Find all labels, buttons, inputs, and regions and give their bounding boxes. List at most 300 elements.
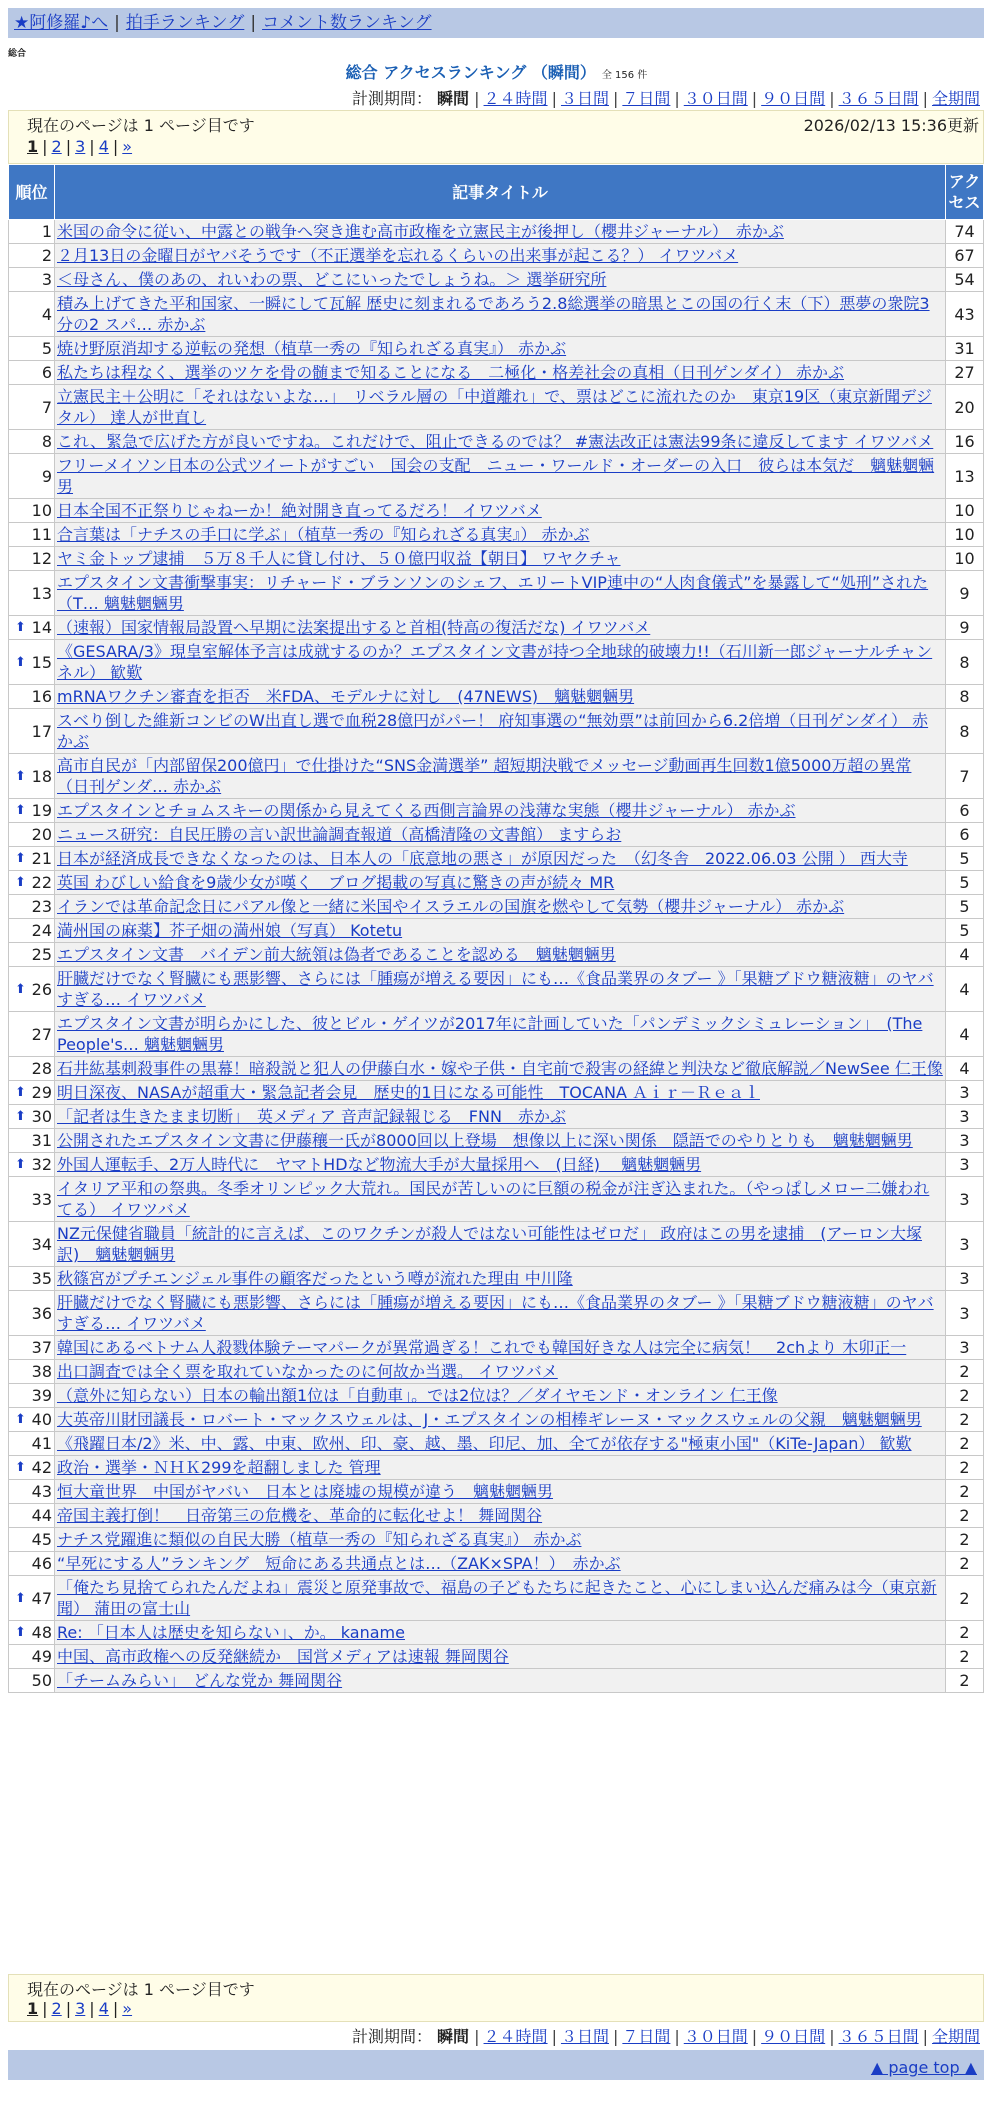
rank-cell <box>9 1222 55 1267</box>
title-cell <box>55 871 946 895</box>
rank-cell <box>9 1336 55 1360</box>
title-cell <box>55 1105 946 1129</box>
rank-cell <box>9 1456 55 1480</box>
article-link[interactable]: 焼け野原消却する逆転の発想（植草一秀の『知られざる真実』） 赤かぶ <box>57 339 567 358</box>
rank-number: 21 <box>31 849 52 868</box>
access-count: 4 <box>946 967 984 1012</box>
access-count: 2 <box>946 1384 984 1408</box>
period-90d-link[interactable]: ９０日間 <box>761 2027 826 2046</box>
table-row <box>9 337 984 361</box>
period-30d-link[interactable]: ３０日間 <box>683 2027 748 2046</box>
table-row <box>9 1105 984 1129</box>
title-cell <box>55 547 946 571</box>
access-count: 10 <box>946 523 984 547</box>
table-row <box>9 1336 984 1360</box>
access-count: 2 <box>946 1480 984 1504</box>
rank-cell <box>9 1669 55 1693</box>
article-link[interactable]: （速報）国家情報局設置へ早期に法案提出すると首相(特高の復活だな) イワツバメ <box>57 618 651 637</box>
access-count: 6 <box>946 799 984 823</box>
title-cell <box>55 1480 946 1504</box>
article-link[interactable]: 政治・選挙・ＮＨＫ299を超翻しました 管理 <box>57 1458 381 1477</box>
rank-number: 45 <box>31 1530 52 1549</box>
title-cell <box>55 1432 946 1456</box>
period-3d-link[interactable]: ３日間 <box>560 89 609 108</box>
period-all-link[interactable]: 全期間 <box>931 2027 980 2046</box>
table-row <box>9 1360 984 1384</box>
article-link[interactable]: ＜母さん、僕のあの、れいわの票、どこにいったでしょうね。＞ 選挙研究所 <box>57 270 607 289</box>
rank-cell <box>9 754 55 799</box>
rank-number: 33 <box>31 1189 52 1209</box>
article-link[interactable]: ナチス党躍進に類似の自民大勝（植草一秀の『知られざる真実』） 赤かぶ <box>57 1530 582 1549</box>
applause-ranking-link[interactable]: 拍手ランキング <box>125 13 245 33</box>
access-count: 3 <box>946 1105 984 1129</box>
rank-cell <box>9 547 55 571</box>
rank-number: 27 <box>31 1024 52 1044</box>
access-count: 4 <box>946 943 984 967</box>
rank-cell <box>9 571 55 616</box>
article-link[interactable]: 出口調査では全く票を取れていなかったのに何故か当選。 イワツバメ <box>57 1362 558 1381</box>
title-cell <box>55 823 946 847</box>
article-link[interactable]: 英国 わびしい給食を9歳少女が嘆く ブログ掲載の写真に驚きの声が続々 MR <box>57 873 615 892</box>
article-link[interactable]: 中国、高市政権への反発継続か 国営メディアは速報 舞岡関谷 <box>57 1647 509 1666</box>
table-row <box>9 268 984 292</box>
period-selector-bottom: 計測期間： 瞬間 | ２４時間 | ３日間 | ７日間 | ３０日間 | ９０日間 | ３６５日間 | 全期間 <box>351 2027 980 2046</box>
rank-cell <box>9 244 55 268</box>
rank-number: 19 <box>31 801 52 820</box>
rank-number: 13 <box>31 583 52 603</box>
title-cell <box>55 499 946 523</box>
rank-cell <box>9 799 55 823</box>
table-row <box>9 1552 984 1576</box>
access-count: 4 <box>946 1057 984 1081</box>
rank-cell <box>9 871 55 895</box>
table-row <box>9 1576 984 1621</box>
access-count: 2 <box>946 1552 984 1576</box>
article-link[interactable]: エプスタイン文書衝撃事実：リチャード・ブランソンのシェフ、エリートVIP連中の“人肉食儀式”を暴露して“処刑”された（T… 魑魅魍魎男 <box>57 573 929 613</box>
rank-number: 5 <box>41 339 52 358</box>
period-24h-link[interactable]: ２４時間 <box>483 89 548 108</box>
page-link-3[interactable]: 3 <box>75 137 86 156</box>
rank-number: 6 <box>41 363 52 382</box>
rank-cell <box>9 616 55 640</box>
rank-cell <box>9 943 55 967</box>
article-link[interactable]: 肝臓だけでなく腎臓にも悪影響、さらには「腫瘍が増える要因」にも…《食品業界のタブー 》「果糖ブドウ糖液糖」のヤバすぎる… イワツバメ <box>57 969 934 1009</box>
access-count: 54 <box>946 268 984 292</box>
footer-bar <box>8 2050 984 2080</box>
title-cell <box>55 1057 946 1081</box>
title-cell <box>55 1528 946 1552</box>
rank-number: 32 <box>31 1155 52 1174</box>
table-row <box>9 499 984 523</box>
title-cell <box>55 1621 946 1645</box>
title-cell <box>55 1408 946 1432</box>
table-row <box>9 385 984 430</box>
rank-cell <box>9 640 55 685</box>
total-count: 全 156 件 <box>601 70 648 81</box>
period-label: 計測期間： <box>351 2027 432 2046</box>
access-count: 43 <box>946 292 984 337</box>
article-link[interactable]: Re: 「日本人は歴史を知らない」、か。 kaname <box>57 1623 405 1642</box>
table-row <box>9 1177 984 1222</box>
article-link[interactable]: 立憲民主＋公明に「それはないよな…」 リベラル層の「中道離れ」で、票はどこに流れたのか 東京19区（東京新聞デジタル） 達人が世直し <box>57 387 932 427</box>
current-page-number: 1 <box>27 137 39 156</box>
rank-number: 16 <box>31 687 52 706</box>
table-row <box>9 1384 984 1408</box>
table-row <box>9 871 984 895</box>
access-count: 2 <box>946 1504 984 1528</box>
rank-cell <box>9 919 55 943</box>
rank-up-arrow-icon: ⬆ <box>15 1109 26 1124</box>
title-cell <box>55 385 946 430</box>
rank-cell <box>9 523 55 547</box>
rank-number: 42 <box>31 1458 52 1477</box>
rank-cell <box>9 709 55 754</box>
rank-number: 43 <box>31 1482 52 1501</box>
title-cell <box>55 571 946 616</box>
access-count: 3 <box>946 1336 984 1360</box>
access-count: 2 <box>946 1360 984 1384</box>
rank-number: 20 <box>31 825 52 844</box>
access-count: 8 <box>946 709 984 754</box>
title-cell <box>55 1129 946 1153</box>
ranking-body <box>9 220 984 1693</box>
table-row <box>9 547 984 571</box>
title-cell <box>55 709 946 754</box>
title-cell <box>55 685 946 709</box>
title-cell <box>55 1576 946 1621</box>
article-link[interactable]: これ、緊急で広げた方が良いですね。これだけで、阻止できるのでは？ #憲法改正は憲法99条に違反してます イワツバメ <box>57 432 934 451</box>
rank-cell <box>9 967 55 1012</box>
article-link[interactable]: 石井紘基刺殺事件の黒幕！暗殺説と犯人の伊藤白水・嫁や子供・自宅前で殺害の経緯と判決など徹底解説／NewSee 仁王像 <box>57 1059 943 1078</box>
access-count: 2 <box>946 1456 984 1480</box>
next-page-link[interactable]: » <box>122 1999 133 2018</box>
ranking-title: 総合 アクセスランキング （瞬間） <box>345 63 596 82</box>
article-link[interactable]: 高市自民が「内部留保200億円」で仕掛けた“SNS金満選挙” 超短期決戦でメッセージ動画再生回数1億5000万超の異常（日刊ゲンダ… 赤かぶ <box>57 756 912 796</box>
access-count: 5 <box>946 895 984 919</box>
table-row <box>9 967 984 1012</box>
rank-number: 37 <box>31 1338 52 1357</box>
rank-number: 9 <box>41 466 52 486</box>
rank-up-arrow-icon: ⬆ <box>15 981 26 997</box>
page-link-4[interactable]: 4 <box>98 1999 109 2018</box>
access-count: 3 <box>946 1177 984 1222</box>
table-row <box>9 709 984 754</box>
rank-number: 11 <box>31 525 52 544</box>
rank-number: 30 <box>31 1107 52 1126</box>
table-row <box>9 1528 984 1552</box>
rank-number: 3 <box>41 270 52 289</box>
period-7d-link[interactable]: ７日間 <box>622 2027 671 2046</box>
article-link[interactable]: 日本が経済成長できなくなったのは、日本人の「底意地の悪さ」が原因だった （幻冬舎 2022.06.03 公開 ） 西大寺 <box>57 849 908 868</box>
article-link[interactable]: 肝臓だけでなく腎臓にも悪影響、さらには「腫瘍が増える要因」にも…《食品業界のタブー 》「果糖ブドウ糖液糖」のヤバすぎる… イワツバメ <box>57 1293 934 1333</box>
access-count: 2 <box>946 1669 984 1693</box>
table-row <box>9 430 984 454</box>
page-title <box>0 60 993 83</box>
rank-cell <box>9 361 55 385</box>
rank-cell <box>9 1384 55 1408</box>
article-link[interactable]: ２月13日の金曜日がヤバそうです（不正選挙を忘れるくらいの出来事が起こる？） イワツバメ <box>57 246 739 265</box>
rank-up-arrow-icon: ⬆ <box>15 620 26 635</box>
title-cell <box>55 919 946 943</box>
article-link[interactable]: 合言葉は「ナチスの手口に学ぶ」（植草一秀の『知られざる真実』） 赤かぶ <box>57 525 590 544</box>
access-count: 2 <box>946 1408 984 1432</box>
period-365d-link[interactable]: ３６５日間 <box>838 2027 919 2046</box>
rank-number: 25 <box>31 945 52 964</box>
rank-cell <box>9 430 55 454</box>
rank-cell <box>9 1012 55 1057</box>
table-row <box>9 244 984 268</box>
title-cell <box>55 1153 946 1177</box>
article-link[interactable]: 満州国の麻薬】芥子畑の満州娘（写真） Kotetu <box>57 921 403 940</box>
table-row <box>9 220 984 244</box>
rank-number: 36 <box>31 1303 52 1323</box>
rank-up-arrow-icon: ⬆ <box>15 875 26 890</box>
table-row <box>9 616 984 640</box>
table-row <box>9 454 984 499</box>
article-link[interactable]: エプスタイン文書 バイデン前大統領は偽者であることを認める 魑魅魍魎男 <box>57 945 616 964</box>
title-cell <box>55 361 946 385</box>
access-count: 8 <box>946 685 984 709</box>
period-all-link[interactable]: 全期間 <box>931 89 980 108</box>
rank-up-arrow-icon: ⬆ <box>15 1590 26 1606</box>
rank-number: 8 <box>41 432 52 451</box>
title-cell <box>55 1081 946 1105</box>
rank-cell <box>9 1621 55 1645</box>
title-cell <box>55 430 946 454</box>
table-row <box>9 1408 984 1432</box>
period-selector: 計測期間： 瞬間 | ２４時間 | ３日間 | ７日間 | ３０日間 | ９０日間 | ３６５日間 | 全期間 <box>351 89 980 108</box>
header-access: アクセス <box>946 165 984 220</box>
article-link[interactable]: mRNAワクチン審査を拒否 米FDA、モデルナに対し (47NEWS) 魑魅魍魎男 <box>57 687 635 706</box>
table-row <box>9 361 984 385</box>
rank-cell <box>9 220 55 244</box>
current-page-number: 1 <box>27 1999 39 2018</box>
rank-up-arrow-icon: ⬆ <box>15 803 26 818</box>
rank-cell <box>9 1177 55 1222</box>
article-link[interactable]: （意外に知らない）日本の輸出額1位は「自動車」。では2位は？／ダイヤモンド・オンライン 仁王像 <box>57 1386 778 1405</box>
title-cell <box>55 244 946 268</box>
title-cell <box>55 454 946 499</box>
table-row <box>9 823 984 847</box>
rank-up-arrow-icon: ⬆ <box>15 1157 26 1172</box>
article-link[interactable]: 「俺たち見捨てられたんだよね」震災と原発事故で、福島の子どもたちに起きたこと、心にしまい込んだ痛みは今（東京新聞） 蒲田の富士山 <box>57 1578 937 1618</box>
access-count: 3 <box>946 1222 984 1267</box>
rank-up-arrow-icon: ⬆ <box>15 851 26 866</box>
rank-number: 18 <box>31 766 52 786</box>
article-link[interactable]: 公開されたエプスタイン文書に伊藤穰一氏が8000回以上登場 想像以上に深い関係 隠語でのやりとりも 魑魅魍魎男 <box>57 1131 913 1150</box>
access-count: 5 <box>946 847 984 871</box>
table-row <box>9 1012 984 1057</box>
table-row <box>9 943 984 967</box>
table-row <box>9 292 984 337</box>
title-cell <box>55 337 946 361</box>
rank-number: 14 <box>31 618 52 637</box>
title-cell <box>55 895 946 919</box>
period-current: 瞬間 <box>437 89 470 108</box>
title-cell <box>55 292 946 337</box>
rank-number: 48 <box>31 1623 52 1642</box>
rank-cell <box>9 895 55 919</box>
rank-cell <box>9 1360 55 1384</box>
rank-cell <box>9 1153 55 1177</box>
article-link[interactable]: NZ元保健省職員「統計的に言えば、このワクチンが殺人ではない可能性はゼロだ」 政府はこの男を逮捕 (アーロン大塚訳) 魑魅魍魎男 <box>57 1224 922 1264</box>
rank-number: 26 <box>31 979 52 999</box>
table-row <box>9 1153 984 1177</box>
title-cell <box>55 1291 946 1336</box>
article-link[interactable]: 大英帝川財団議長・ロバート・マックスウェルは、J・エプスタインの相棒ギレーヌ・マックスウェルの父親 魑魅魍魎男 <box>57 1410 922 1429</box>
rank-up-arrow-icon: ⬆ <box>15 1460 26 1475</box>
top-nav-bar <box>8 8 984 38</box>
period-365d-link[interactable]: ３６５日間 <box>838 89 919 108</box>
access-count: 2 <box>946 1645 984 1669</box>
rank-number: 31 <box>31 1131 52 1150</box>
comment-ranking-link[interactable]: コメント数ランキング <box>262 13 432 33</box>
page-link-2[interactable]: 2 <box>51 137 62 156</box>
rank-number: 24 <box>31 921 52 940</box>
table-row <box>9 1432 984 1456</box>
rank-number: 23 <box>31 897 52 916</box>
access-count: 67 <box>946 244 984 268</box>
rank-number: 41 <box>31 1434 52 1453</box>
title-cell <box>55 1360 946 1384</box>
header-rank: 順位 <box>9 165 55 220</box>
header-title: 記事タイトル <box>55 165 946 220</box>
access-count: 4 <box>946 1012 984 1057</box>
period-30d-link[interactable]: ３０日間 <box>683 89 748 108</box>
rank-cell <box>9 1291 55 1336</box>
rank-number: 50 <box>31 1671 52 1690</box>
access-count: 8 <box>946 640 984 685</box>
rank-number: 47 <box>31 1588 52 1608</box>
article-link[interactable]: 明日深夜、NASAが超重大・緊急記者会見 歴史的1日になる可能性 TOCANA Ａｉｒ－Ｒｅａｌ <box>57 1083 760 1102</box>
article-link[interactable]: 私たちは程なく、選挙のツケを骨の髄まで知ることになる 二極化・格差社会の真相（日刊ゲンダイ） 赤かぶ <box>57 363 845 382</box>
table-row <box>9 1456 984 1480</box>
table-row <box>9 640 984 685</box>
period-24h-link[interactable]: ２４時間 <box>483 2027 548 2046</box>
article-link[interactable]: フリーメイソン日本の公式ツイートがすごい 国会の支配 ニュー・ワールド・オーダーの入口 彼らは本気だ 魑魅魍魎男 <box>57 456 935 496</box>
title-cell <box>55 1384 946 1408</box>
pagination: 1 | 2 | 3 | 4 | » <box>27 137 133 156</box>
access-count: 27 <box>946 361 984 385</box>
rank-number: 22 <box>31 873 52 892</box>
title-cell <box>55 967 946 1012</box>
page-link-2[interactable]: 2 <box>51 1999 62 2018</box>
article-link[interactable]: スベり倒した維新コンビのW出直し選で血税28億円がパー！ 府知事選の“無効票”は前回から6.2倍増（日刊ゲンダイ） 赤かぶ <box>57 711 929 751</box>
article-link[interactable]: 「チームみらい」 どんな党か 舞岡関谷 <box>57 1671 343 1690</box>
title-cell <box>55 943 946 967</box>
article-link[interactable]: 恒大童世界 中国がヤバい 日本とは廃墟の規模が違う 魑魅魍魎男 <box>57 1482 554 1501</box>
access-count: 5 <box>946 871 984 895</box>
table-row <box>9 1621 984 1645</box>
table-row <box>9 1480 984 1504</box>
page-link-3[interactable]: 3 <box>75 1999 86 2018</box>
rank-number: 17 <box>31 721 52 741</box>
rank-cell <box>9 847 55 871</box>
access-count: 6 <box>946 823 984 847</box>
rank-cell <box>9 1081 55 1105</box>
article-link[interactable]: 《GESARA/3》現皇室解体予言は成就するのか？エプスタイン文書が持つ全地球的破壊力!!（石川新一郎ジャーナルチャンネル） 歓歎 <box>57 642 933 682</box>
table-row <box>9 1081 984 1105</box>
article-link[interactable]: 「記者は生きたまま切断」 英メディア 音声記録報じる FNN 赤かぶ <box>57 1107 566 1126</box>
access-count: 10 <box>946 547 984 571</box>
title-cell <box>55 1012 946 1057</box>
article-link[interactable]: 積み上げてきた平和国家、一瞬にして瓦解 歴史に刻まれるであろう2.8総選挙の暗黒とこの国の行く末（下）悪夢の衆院3分の2 スパ… 赤かぶ <box>57 294 930 334</box>
updated-timestamp: 2026/02/13 15:36更新 <box>803 116 979 135</box>
rank-cell <box>9 1057 55 1081</box>
rank-cell <box>9 1129 55 1153</box>
table-row <box>9 1645 984 1669</box>
rank-cell <box>9 1552 55 1576</box>
rank-number: 46 <box>31 1554 52 1573</box>
rank-up-arrow-icon: ⬆ <box>15 768 26 784</box>
period-90d-link[interactable]: ９０日間 <box>761 89 826 108</box>
title-cell <box>55 1645 946 1669</box>
article-link[interactable]: イランでは革命記念日にパアル像と一緒に米国やイスラエルの国旗を燃やして気勢（櫻井ジャーナル） 赤かぶ <box>57 897 845 916</box>
access-count: 31 <box>946 337 984 361</box>
rank-cell <box>9 1576 55 1621</box>
article-link[interactable]: “早死にする人”ランキング 短命にある共通点とは…（ZAK×SPA！） 赤かぶ <box>57 1554 621 1573</box>
article-link[interactable]: 《飛躍日本/2》米、中、露、中東、欧州、印、豪、越、墨、印尼、加、全てが依存する"極東小国"（KiTe-Japan） 歓歎 <box>57 1434 912 1453</box>
article-link[interactable]: 外国人運転手、2万人時代に ヤマトHDなど物流大手が大量採用へ (日経) 魑魅魍魎男 <box>57 1155 702 1174</box>
rank-number: 10 <box>31 501 52 520</box>
page-link-4[interactable]: 4 <box>98 137 109 156</box>
period-7d-link[interactable]: ７日間 <box>622 89 671 108</box>
rank-cell <box>9 1480 55 1504</box>
rank-cell <box>9 337 55 361</box>
rank-cell <box>9 1408 55 1432</box>
home-link[interactable]: ★阿修羅♪へ <box>14 13 109 33</box>
pagination: 1 | 2 | 3 | 4 | » <box>27 1999 133 2018</box>
rank-number: 12 <box>31 549 52 568</box>
rank-up-arrow-icon: ⬆ <box>15 1412 26 1427</box>
article-link[interactable]: 日本全国不正祭りじゃねーか！絶対開き直ってるだろ！ イワツバメ <box>57 501 542 520</box>
table-row <box>9 685 984 709</box>
current-page-text: 現在のページは 1 ページ目です <box>27 1980 255 1999</box>
article-link[interactable]: 韓国にあるベトナム人殺戮体験テーマパークが異常過ぎる！これでも韓国好きな人は完全に病気！ 2chより 木卯正一 <box>57 1338 907 1357</box>
article-link[interactable]: ニュース研究：自民圧勝の言い訳世論調査報道（高橋清隆の文書館） ますらお <box>57 825 622 844</box>
article-link[interactable]: 秋篠宮がプチエンジェル事件の顧客だったという噂が流れた理由 中川隆 <box>57 1269 573 1288</box>
title-cell <box>55 1504 946 1528</box>
article-link[interactable]: 米国の命令に従い、中露との戦争へ突き進む高市政権を立憲民主が後押し（櫻井ジャーナル） 赤かぶ <box>57 222 784 241</box>
category-label: 総合 <box>8 49 27 59</box>
title-cell <box>55 640 946 685</box>
article-link[interactable]: ヤミ金トップ逮捕 ５万８千人に貸し付け、５０億円収益【朝日】 ワヤクチャ <box>57 549 621 568</box>
title-cell <box>55 1267 946 1291</box>
rank-number: 28 <box>31 1059 52 1078</box>
next-page-link[interactable]: » <box>122 137 133 156</box>
period-3d-link[interactable]: ３日間 <box>560 2027 609 2046</box>
article-link[interactable]: エプスタイン文書が明らかにした、彼とビル・ゲイツが2017年に計画していた「パンデミックシミュレーション」 (The People's… 魑魅魍魎男 <box>57 1014 923 1054</box>
table-row <box>9 919 984 943</box>
title-cell <box>55 799 946 823</box>
access-count: 16 <box>946 430 984 454</box>
rank-number: 39 <box>31 1386 52 1405</box>
access-count: 2 <box>946 1621 984 1645</box>
table-row <box>9 847 984 871</box>
page-top-link[interactable]: ▲ page top ▲ <box>870 2058 977 2077</box>
rank-number: 4 <box>41 304 52 324</box>
access-count: 3 <box>946 1291 984 1336</box>
separator: | <box>250 13 257 33</box>
rank-number: 34 <box>31 1234 52 1254</box>
rank-up-arrow-icon: ⬆ <box>15 654 26 670</box>
rank-cell <box>9 1645 55 1669</box>
article-link[interactable]: イタリア平和の祭典。冬季オリンピック大荒れ。国民が苦しいのに巨額の税金が注ぎ込まれた。（やっぱしメロー二嫌われてる） イワツバメ <box>57 1179 930 1219</box>
rank-cell <box>9 1528 55 1552</box>
article-link[interactable]: エプスタインとチョムスキーの関係から見えてくる西側言論界の浅薄な実態（櫻井ジャーナル） 赤かぶ <box>57 801 796 820</box>
article-link[interactable]: 帝国主義打倒！ 日帝第三の危機を、革命的に転化せよ！ 舞岡関谷 <box>57 1506 543 1525</box>
access-count: 7 <box>946 754 984 799</box>
